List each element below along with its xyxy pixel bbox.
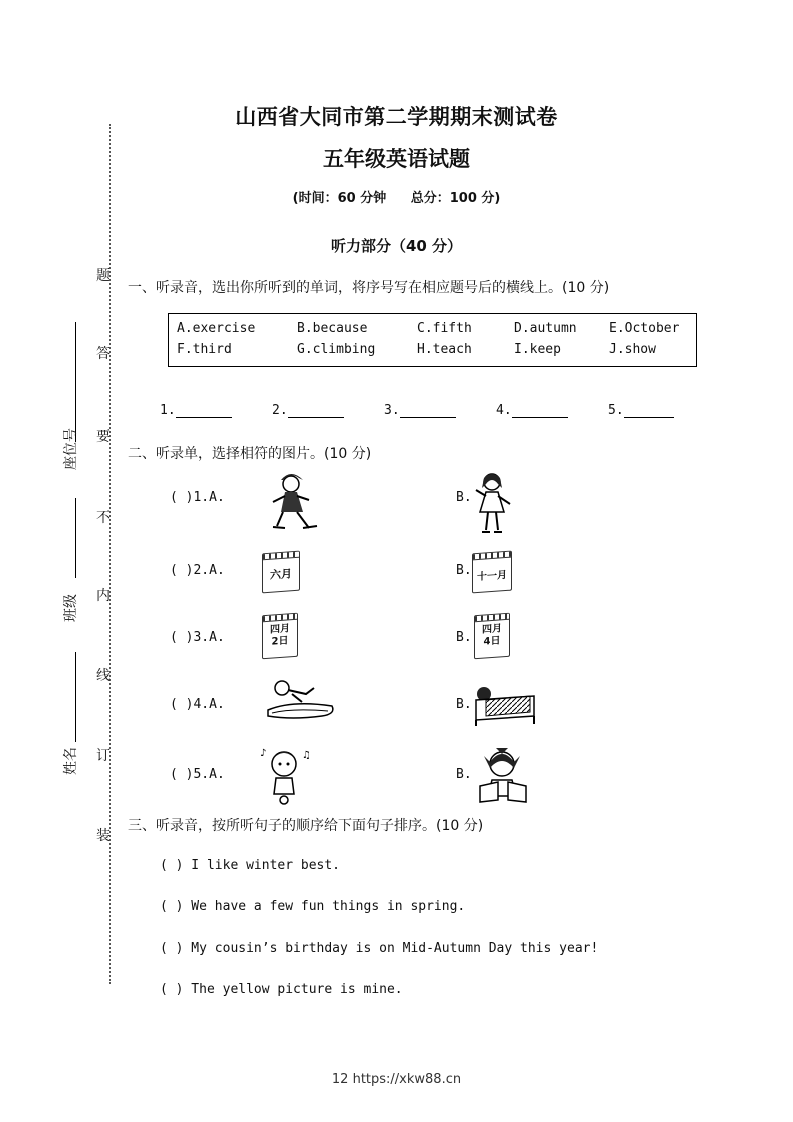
class-line (75, 498, 76, 578)
page-subtitle: 五年级英语试题 (323, 147, 470, 171)
reading-girl-picture (474, 744, 532, 806)
answer-blank-5[interactable]: 5. (608, 403, 674, 418)
page-title: 山西省大同市第二学期期末测试卷 (235, 105, 558, 129)
sentence-item: ( ) The yellow picture is mine. (160, 982, 403, 997)
calendar-june: 六月 (262, 551, 300, 594)
sentence-item: ( ) My cousin’s birthday is on Mid-Autumn Day this year! (160, 941, 599, 956)
child-in-bed-picture (472, 682, 538, 726)
option-b-label: B. (456, 490, 472, 505)
part3-instruction: 三、听录音，按所听句子的顺序给下面句子排序。(10 分) (128, 818, 484, 834)
margin-char: 要 (96, 429, 110, 445)
part1-instruction: 一、听录音，选出你所听到的单词，将序号写在相应题号后的横线上。(10 分) (128, 280, 610, 296)
word-option: F.third (177, 342, 232, 357)
option-b-label: B. (456, 630, 472, 645)
option-b-label: B. (456, 767, 472, 782)
question-number: ( )3.A. (170, 630, 225, 645)
margin-char: 线 (96, 668, 110, 684)
answer-blank-4[interactable]: 4. (496, 403, 568, 418)
word-option: D.autumn (514, 321, 577, 336)
word-option: C.fifth (417, 321, 472, 336)
name-label: 姓名 (63, 747, 79, 775)
margin-char: 答 (96, 346, 110, 362)
sledding-child-picture (262, 676, 338, 722)
word-option: E.October (609, 321, 680, 336)
word-bank (168, 313, 697, 367)
sentence-item: ( ) We have a few fun things in spring. (160, 899, 466, 914)
option-b-label: B. (456, 697, 472, 712)
exam-meta (0, 187, 793, 206)
skating-girl-picture (263, 470, 321, 532)
binding-line (109, 124, 111, 984)
margin-char: 订 (96, 748, 110, 764)
margin-char: 题 (96, 268, 110, 284)
exam-time: (时间：60 分钟 (292, 191, 387, 206)
margin-char: 装 (96, 828, 110, 844)
question-number: ( )5.A. (170, 767, 225, 782)
exam-score: 总分：100 分) (410, 191, 501, 206)
class-label: 班级 (63, 594, 79, 622)
part2-instruction: 二、听录单，选择相符的图片。(10 分) (128, 446, 372, 462)
word-option: I.keep (514, 342, 561, 357)
svg-text:♫: ♫ (302, 750, 311, 761)
answer-blank-1[interactable]: 1. (160, 403, 232, 418)
word-option: G.climbing (297, 342, 376, 357)
question-number: ( )2.A. (170, 563, 225, 578)
seat-line (75, 322, 76, 442)
sentence-item: ( ) I like winter best. (160, 858, 341, 873)
margin-char: 内 (96, 588, 110, 604)
option-b-label: B. (456, 563, 472, 578)
calendar-april-4: 四月 4日 (474, 613, 510, 660)
word-option: J.show (609, 342, 656, 357)
answer-blank-2[interactable]: 2. (272, 403, 344, 418)
margin-char: 不 (96, 510, 110, 526)
word-option: H.teach (417, 342, 472, 357)
svg-text:♪: ♪ (260, 748, 267, 759)
calendar-november: 十一月 (472, 551, 512, 594)
question-number: ( )1.A. (170, 490, 225, 505)
section-heading: 听力部分（40 分） (330, 237, 463, 255)
name-line (75, 652, 76, 742)
calendar-april-2: 四月 2日 (262, 613, 298, 660)
answer-blank-3[interactable]: 3. (384, 403, 456, 418)
seat-label: 座位号 (63, 428, 79, 470)
singing-girl-picture (258, 744, 314, 806)
question-number: ( )4.A. (170, 697, 225, 712)
word-option: A.exercise (177, 321, 256, 336)
page-footer: 12 https://xkw88.cn (331, 1072, 462, 1087)
dancing-girl-picture (472, 470, 514, 538)
word-option: B.because (297, 321, 368, 336)
